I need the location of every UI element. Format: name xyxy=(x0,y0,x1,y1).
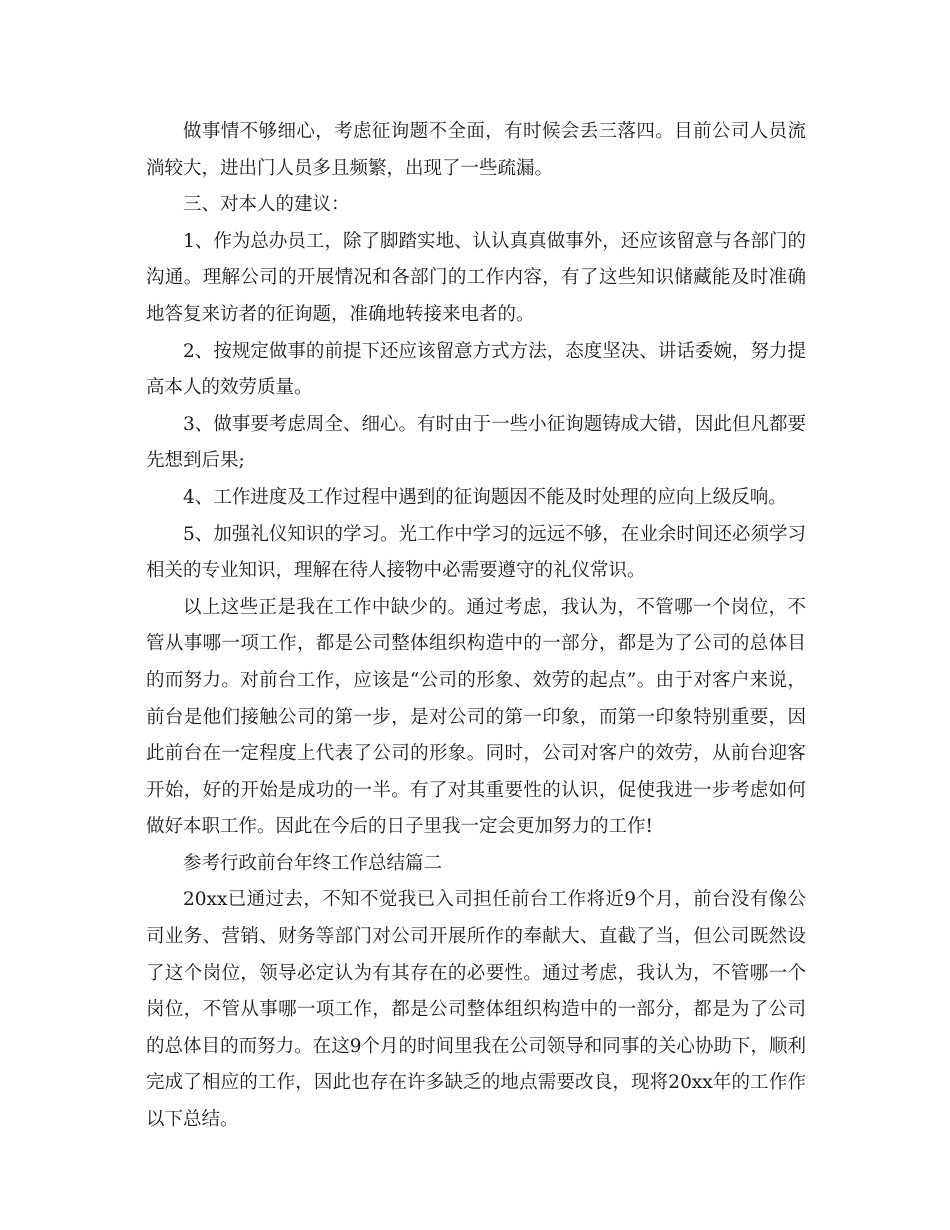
paragraph-suggestion-2: 2、按规定做事的前提下还应该留意方式方法，态度坚决、讲话委婉，努力提高本人的效劳质量。 xyxy=(146,340,806,399)
paragraph-suggestion-5: 5、加强礼仪知识的学习。光工作中学习的远远不够，在业余时间还必须学习相关的专业知识，理解在待人接物中必需要遵守的礼仪常识。 xyxy=(146,523,806,582)
section-heading-suggestions: 三、对本人的建议： xyxy=(183,194,350,216)
document-body xyxy=(146,114,806,1139)
article-title-part-two: 参考行政前台年终工作总结篇二 xyxy=(183,852,443,874)
paragraph-shortcomings: 做事情不够细心，考虑征询题不全面，有时候会丢三落四。目前公司人员流淌较大，进出门人员多且频繁，出现了一些疏漏。 xyxy=(146,121,806,179)
paragraph-suggestion-3: 3、做事要考虑周全、细心。有时由于一些小征询题铸成大错，因此但凡都要先想到后果; xyxy=(146,413,806,472)
paragraph-suggestion-4: 4、工作进度及工作过程中遇到的征询题因不能及时处理的应向上级反响。 xyxy=(183,486,787,508)
paragraph-part-two-intro: 20xx已通过去，不知不觉我已入司担任前台工作将近9个月，前台没有像公司业务、营销、财务等部门对公司开展所作的奉献大、直截了当，但公司既然设了这个岗位，领导必定认为有其存在的必要性。通过考虑，我认为，不管哪一个岗位，不管从事哪一项工作，都是公司整体组织构造中的一部分，都是为了公司的总体目的而努力。在这9个月的时间里我在公司领导和同事的关心协助下，顺利完成了相应的工作，因此也存在许多缺乏的地点需要改良，现将20xx年的工作作以下总结。 xyxy=(146,889,806,1131)
paragraph-suggestion-1: 1、作为总办员工，除了脚踏实地、认认真真做事外，还应该留意与各部门的沟通。理解公司的开展情况和各部门的工作内容，有了这些知识储藏能及时准确地答复来访者的征询题，准确地转接来电者的。 xyxy=(146,230,806,325)
paragraph-conclusion: 以上这些正是我在工作中缺少的。通过考虑，我认为，不管哪一个岗位，不管从事哪一项工作，都是公司整体组织构造中的一部分，都是为了公司的总体目的而努力。对前台工作，应该是“公司的形象、效劳的起点”。由于对客户来说，前台是他们接触公司的第一步，是对公司的第一印象，而第一印象特别重要，因此前台在一定程度上代表了公司的形象。同时，公司对客户的效劳，从前台迎客开始，好的开始是成功的一半。有了对其重要性的认识，促使我进一步考虑如何做好本职工作。因此在今后的日子里我一定会更加努力的工作! xyxy=(146,596,806,838)
